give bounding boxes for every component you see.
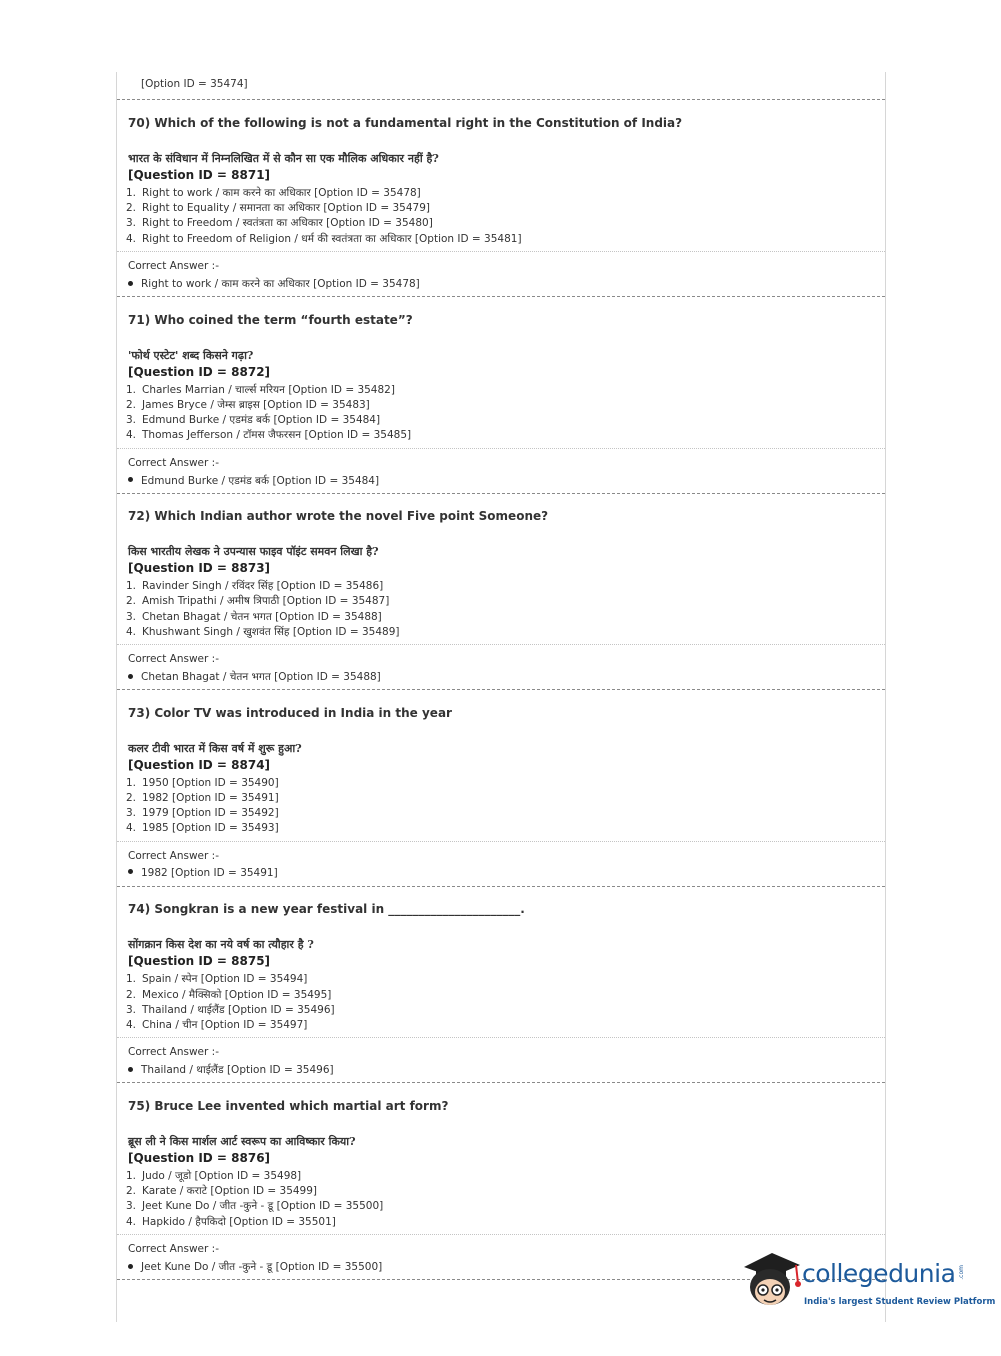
option-number: 1. bbox=[126, 973, 137, 986]
option-item bbox=[126, 1199, 383, 1214]
option-item bbox=[126, 610, 399, 625]
option-item bbox=[126, 1215, 383, 1230]
option-text: 1979 [Option ID = 35492] bbox=[142, 807, 279, 820]
correct-answer bbox=[128, 474, 379, 488]
brand-com: .com bbox=[958, 1265, 965, 1280]
option-number: 2. bbox=[126, 398, 137, 411]
option-text: Hapkido / हैपकिदो [Option ID = 35501] bbox=[142, 1215, 336, 1228]
question-hindi-text: कलर टीवी भारत में किस वर्ष में शुरू हुआ? bbox=[128, 741, 302, 755]
correct-answer-label: Correct Answer :- bbox=[128, 260, 219, 272]
option-number: 3. bbox=[126, 807, 137, 820]
correct-answer-label: Correct Answer :- bbox=[128, 1046, 219, 1059]
option-number: 2. bbox=[126, 1185, 137, 1198]
answer-separator bbox=[117, 1234, 885, 1235]
option-number: 4. bbox=[126, 1018, 137, 1031]
correct-answer-text: Jeet Kune Do / जीत -कुने - डू [Option ID = 35500] bbox=[141, 1261, 383, 1273]
option-item bbox=[126, 383, 411, 398]
bullet-icon bbox=[128, 477, 133, 482]
question-id: [Question ID = 8873] bbox=[128, 561, 271, 576]
option-text: Thailand / थाईलैंड [Option ID = 35496] bbox=[142, 1003, 335, 1016]
option-item bbox=[126, 625, 399, 640]
option-text: Mexico / मैक्सिको [Option ID = 35495] bbox=[142, 988, 332, 1001]
correct-answer bbox=[128, 277, 420, 291]
bullet-icon bbox=[128, 281, 133, 286]
question-hindi-text: भारत के संविधान में निम्नलिखित में से कौन सा एक मौलिक अधिकार नहीं है? bbox=[128, 152, 439, 165]
option-list bbox=[126, 972, 335, 1033]
option-text: Right to Equality / समानता का अधिकार [Option ID = 35479] bbox=[142, 202, 430, 215]
option-list bbox=[126, 776, 279, 837]
option-number: 4. bbox=[126, 625, 137, 638]
option-item bbox=[126, 1018, 335, 1033]
correct-answer bbox=[128, 670, 381, 684]
option-item bbox=[126, 413, 411, 428]
option-item bbox=[126, 806, 279, 821]
option-number: 2. bbox=[126, 791, 137, 804]
bullet-icon bbox=[128, 674, 133, 679]
question-block bbox=[117, 100, 885, 296]
question-block bbox=[117, 297, 885, 493]
option-text: China / चीन [Option ID = 35497] bbox=[142, 1018, 308, 1031]
option-item bbox=[126, 232, 522, 247]
question-id: [Question ID = 8871] bbox=[128, 168, 271, 182]
option-text: Ravinder Singh / रविंदर सिंह [Option ID = 35486] bbox=[142, 580, 384, 593]
option-list bbox=[126, 383, 411, 444]
option-number: 4. bbox=[126, 232, 137, 245]
option-item bbox=[126, 972, 335, 987]
correct-answer-label: Correct Answer :- bbox=[128, 849, 219, 862]
option-item bbox=[126, 1169, 383, 1184]
graduate-mascot-icon bbox=[740, 1245, 804, 1311]
option-text: Right to work / काम करने का अधिकार [Option ID = 35478] bbox=[142, 187, 421, 199]
question-id: [Question ID = 8872] bbox=[128, 364, 271, 379]
question-title: 72) Which Indian author wrote the novel Five point Someone? bbox=[128, 509, 549, 524]
question-hindi-text: ब्रूस ली ने किस मार्शल आर्ट स्वरूप का आविष्कार किया? bbox=[128, 1135, 356, 1148]
option-number: 3. bbox=[126, 1003, 137, 1016]
option-item bbox=[126, 398, 411, 413]
question-hindi-text: सोंगक्रान किस देश का नये वर्ष का त्यौहार है ? bbox=[128, 938, 314, 952]
option-number: 1. bbox=[126, 383, 137, 396]
question-title: 71) Who coined the term “fourth estate”? bbox=[128, 312, 413, 327]
option-list bbox=[126, 186, 522, 247]
question-title: 74) Songkran is a new year festival in ______________________. bbox=[128, 902, 525, 917]
bullet-icon bbox=[128, 1264, 133, 1269]
option-text: Khushwant Singh / खुशवंत सिंह [Option ID = 35489] bbox=[142, 625, 400, 638]
correct-answer-text: Chetan Bhagat / चेतन भगत [Option ID = 35488] bbox=[141, 671, 381, 684]
option-number: 4. bbox=[126, 822, 137, 835]
question-title: 70) Which of the following is not a fundamental right in the Constitution of India? bbox=[128, 116, 683, 130]
option-text: Karate / कराटे [Option ID = 35499] bbox=[142, 1185, 318, 1198]
option-text: Thomas Jefferson / टॉमस जैफरसन [Option ID = 35485] bbox=[142, 429, 412, 442]
option-item bbox=[126, 776, 279, 791]
option-text: 1950 [Option ID = 35490] bbox=[142, 776, 279, 789]
option-item bbox=[126, 579, 399, 594]
brand-name: collegedunia bbox=[802, 1259, 956, 1288]
option-number: 3. bbox=[126, 610, 137, 623]
option-text: Edmund Burke / एडमंड बर्क [Option ID = 35484] bbox=[142, 413, 381, 426]
question-hindi-text: किस भारतीय लेखक ने उपन्यास फाइव पॉइंट समवन लिखा है? bbox=[128, 545, 379, 559]
option-text: Jeet Kune Do / जीत -कुने - डू [Option ID = 35500] bbox=[142, 1200, 384, 1213]
answer-separator bbox=[117, 251, 885, 252]
question-id: [Question ID = 8874] bbox=[128, 757, 271, 772]
correct-answer bbox=[128, 1260, 382, 1274]
option-number: 1. bbox=[126, 580, 137, 593]
option-number: 2. bbox=[126, 202, 137, 215]
question-block bbox=[117, 493, 885, 689]
question-block bbox=[117, 886, 885, 1082]
option-text: 1985 [Option ID = 35493] bbox=[142, 822, 279, 835]
option-item bbox=[126, 791, 279, 806]
correct-answer bbox=[128, 1063, 334, 1077]
option-text: Right to Freedom of Religion / धर्म की स्वतंत्रता का अधिकार [Option ID = 35481] bbox=[142, 232, 522, 245]
option-text: Right to Freedom / स्वतंत्रता का अधिकार [Option ID = 35480] bbox=[142, 217, 433, 230]
option-text: James Bryce / जेम्स ब्राइस [Option ID = 35483] bbox=[142, 398, 370, 411]
option-text: Judo / जूडो [Option ID = 35498] bbox=[142, 1170, 302, 1182]
correct-answer-text: Right to work / काम करने का अधिकार [Option ID = 35478] bbox=[141, 278, 420, 290]
option-item bbox=[126, 1184, 383, 1199]
option-item bbox=[126, 594, 399, 609]
option-text: Chetan Bhagat / चेतन भगत [Option ID = 35488] bbox=[142, 610, 382, 623]
brand-tagline: India's largest Student Review Platform bbox=[804, 1297, 996, 1307]
correct-answer-text: Edmund Burke / एडमंड बर्क [Option ID = 35484] bbox=[141, 474, 380, 487]
option-number: 2. bbox=[126, 988, 137, 1001]
option-item bbox=[126, 988, 335, 1003]
option-item bbox=[126, 1003, 335, 1018]
correct-answer-text: Thailand / थाईलैंड [Option ID = 35496] bbox=[141, 1064, 334, 1077]
correct-answer-label: Correct Answer :- bbox=[128, 456, 219, 469]
answer-separator bbox=[117, 841, 885, 842]
option-number: 3. bbox=[126, 1200, 137, 1213]
option-number: 3. bbox=[126, 217, 137, 230]
correct-answer-label: Correct Answer :- bbox=[128, 653, 219, 666]
option-number: 2. bbox=[126, 595, 137, 608]
option-number: 1. bbox=[126, 1170, 137, 1182]
option-item bbox=[126, 201, 522, 216]
option-number: 4. bbox=[126, 1215, 137, 1228]
bullet-icon bbox=[128, 869, 133, 874]
question-title: 75) Bruce Lee invented which martial art form? bbox=[128, 1099, 449, 1113]
question-paper-page bbox=[116, 72, 886, 1322]
option-item bbox=[126, 428, 411, 443]
option-text: Charles Marrian / चार्ल्स मरियन [Option ID = 35482] bbox=[142, 383, 395, 396]
previous-option-id: [Option ID = 35474] bbox=[141, 78, 248, 90]
option-text: 1982 [Option ID = 35491] bbox=[142, 791, 279, 804]
question-hindi-text: 'फोर्थ एस्टेट' शब्द किसने गढ़ा? bbox=[128, 348, 254, 362]
question-title: 73) Color TV was introduced in India in the year bbox=[128, 705, 452, 720]
option-list bbox=[126, 1169, 383, 1230]
option-list bbox=[126, 579, 399, 640]
option-number: 1. bbox=[126, 187, 137, 199]
option-number: 4. bbox=[126, 429, 137, 442]
answer-separator bbox=[117, 448, 885, 449]
option-number: 1. bbox=[126, 776, 137, 789]
answer-separator bbox=[117, 1037, 885, 1038]
option-item bbox=[126, 821, 279, 836]
question-block bbox=[117, 690, 885, 886]
answer-separator bbox=[117, 644, 885, 645]
question-id: [Question ID = 8875] bbox=[128, 954, 271, 969]
option-text: Spain / स्पेन [Option ID = 35494] bbox=[142, 973, 308, 986]
option-text: Amish Tripathi / अमीष त्रिपाठी [Option ID = 35487] bbox=[142, 595, 390, 608]
correct-answer-label: Correct Answer :- bbox=[128, 1243, 219, 1255]
option-number: 3. bbox=[126, 413, 137, 426]
option-item bbox=[126, 216, 522, 231]
option-item bbox=[126, 186, 522, 201]
question-id: [Question ID = 8876] bbox=[128, 1151, 271, 1165]
bullet-icon bbox=[128, 1067, 133, 1072]
correct-answer bbox=[128, 867, 278, 879]
collegedunia-logo bbox=[740, 1245, 996, 1315]
correct-answer-text: 1982 [Option ID = 35491] bbox=[141, 866, 278, 879]
